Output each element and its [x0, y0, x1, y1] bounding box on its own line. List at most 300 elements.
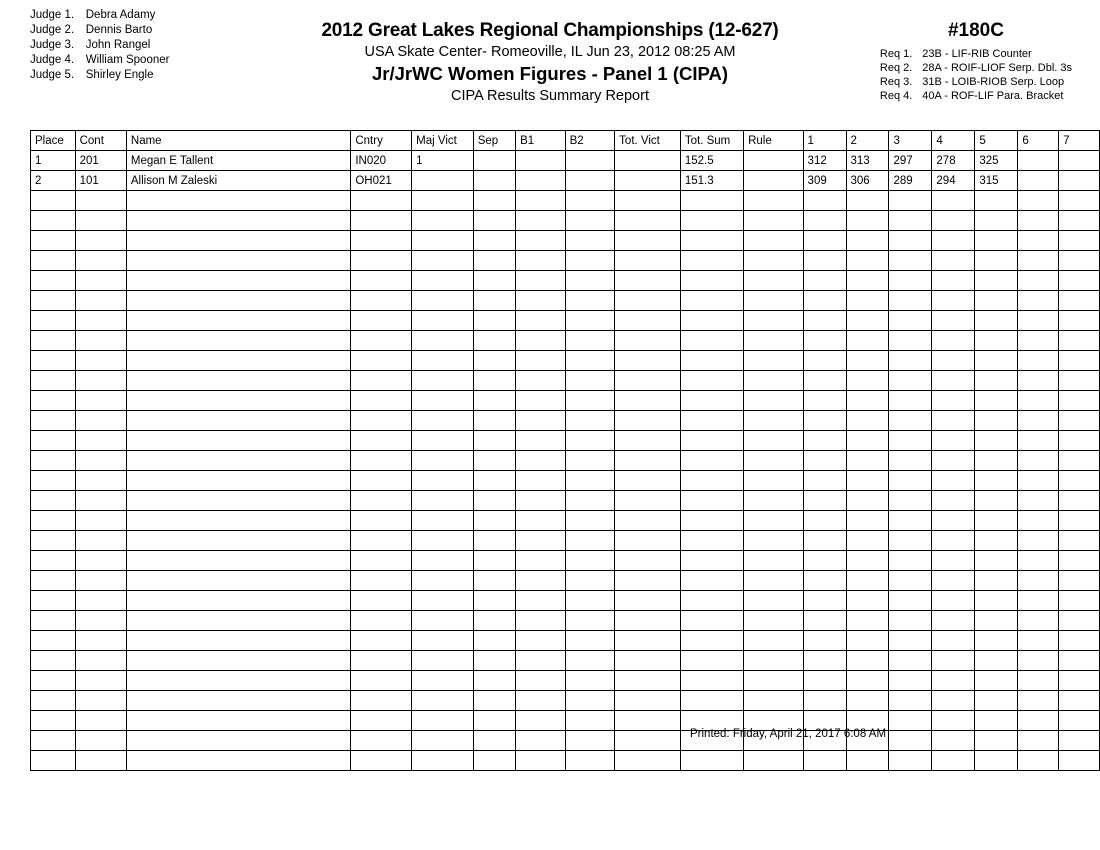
cell-empty [473, 651, 515, 671]
event-code-panel [880, 20, 1072, 103]
table-row[interactable] [31, 711, 1100, 731]
cell-cntry: IN020 [351, 151, 412, 171]
cell-empty [1018, 591, 1059, 611]
cell-judge-4: 294 [932, 171, 975, 191]
table-row[interactable] [31, 411, 1100, 431]
venue-line: USA Skate Center- Romeoville, IL Jun 23, 2012 08:25 AM [364, 44, 736, 60]
table-header [31, 131, 1100, 151]
table-row[interactable] [31, 191, 1100, 211]
cell-empty [1059, 531, 1100, 551]
cell-empty [31, 511, 76, 531]
cell-empty [680, 551, 743, 571]
requirements-list [880, 47, 1072, 103]
cell-empty [1018, 611, 1059, 631]
cell-empty [412, 431, 474, 451]
cell-empty [31, 271, 76, 291]
table-row[interactable] [31, 351, 1100, 371]
cell-empty [889, 471, 932, 491]
cell-empty [846, 431, 889, 451]
cell-empty [126, 431, 350, 451]
cell-empty [975, 551, 1018, 571]
cell-empty [615, 291, 681, 311]
cell-empty [126, 311, 350, 331]
cell-empty [975, 571, 1018, 591]
cell-empty [75, 211, 126, 231]
cell-empty [1018, 511, 1059, 531]
cell-empty [932, 191, 975, 211]
cell-empty [975, 291, 1018, 311]
table-row[interactable] [31, 751, 1100, 771]
cell-empty [516, 371, 566, 391]
table-row[interactable] [31, 431, 1100, 451]
cell-empty [412, 531, 474, 551]
cell-empty [975, 651, 1018, 671]
cell-empty [846, 391, 889, 411]
cell-empty [889, 511, 932, 531]
cell-empty [473, 611, 515, 631]
cell-empty [565, 591, 615, 611]
cell-empty [680, 211, 743, 231]
cell-empty [744, 451, 803, 471]
cell-b1 [516, 171, 566, 191]
judge-name: Dennis Barto [85, 24, 153, 36]
cell-empty [31, 251, 76, 271]
cell-empty [565, 311, 615, 331]
cell-empty [803, 651, 846, 671]
cell-empty [31, 651, 76, 671]
cell-empty [1059, 391, 1100, 411]
table-row[interactable] [31, 371, 1100, 391]
cell-empty [1018, 331, 1059, 351]
cell-empty [1059, 351, 1100, 371]
cell-empty [975, 431, 1018, 451]
cell-empty [744, 411, 803, 431]
cell-empty [565, 251, 615, 271]
cell-empty [803, 491, 846, 511]
cell-empty [565, 371, 615, 391]
cell-empty [846, 271, 889, 291]
cell-empty [744, 631, 803, 651]
cell-empty [975, 371, 1018, 391]
cell-empty [565, 211, 615, 231]
cell-place: 1 [31, 151, 76, 171]
cell-empty [744, 251, 803, 271]
cell-empty [744, 431, 803, 451]
cell-empty [412, 671, 474, 691]
table-row[interactable] [31, 391, 1100, 411]
table-row[interactable] [31, 671, 1100, 691]
column-header-sep: Sep [473, 131, 515, 151]
table-body [31, 151, 1100, 191]
cell-empty [680, 431, 743, 451]
cell-empty [516, 671, 566, 691]
cell-empty [932, 431, 975, 451]
cell-empty [75, 711, 126, 731]
cell-empty [803, 691, 846, 711]
requirement-number: 3. [903, 76, 913, 88]
requirement-label: Req [879, 48, 901, 60]
cell-empty [1018, 531, 1059, 551]
cell-empty [889, 351, 932, 371]
cell-empty [473, 571, 515, 591]
judge-label: Judge [30, 9, 62, 21]
column-header-maj-vict: Maj Vict [412, 131, 474, 151]
table-row[interactable] [31, 531, 1100, 551]
cell-empty [889, 611, 932, 631]
cell-empty [473, 731, 515, 751]
cell-empty [126, 571, 350, 591]
cell-empty [565, 191, 615, 211]
cell-empty [473, 311, 515, 331]
table-row[interactable] [31, 511, 1100, 531]
cell-empty [126, 491, 350, 511]
cell-empty [932, 331, 975, 351]
cell-empty [744, 371, 803, 391]
cell-empty [412, 251, 474, 271]
cell-judge-5: 325 [975, 151, 1018, 171]
requirement-row [880, 75, 1072, 89]
cell-empty [126, 651, 350, 671]
cell-empty [1018, 431, 1059, 451]
table-row[interactable] [31, 151, 1100, 171]
cell-empty [516, 591, 566, 611]
cell-empty [31, 671, 76, 691]
cell-empty [412, 351, 474, 371]
cell-empty [1059, 331, 1100, 351]
table-row[interactable] [31, 571, 1100, 591]
cell-empty [680, 691, 743, 711]
table-row[interactable] [31, 471, 1100, 491]
cell-empty [803, 371, 846, 391]
cell-empty [126, 351, 350, 371]
cell-empty [932, 611, 975, 631]
judge-name: Shirley Engle [85, 69, 154, 81]
cell-empty [615, 191, 681, 211]
cell-empty [516, 691, 566, 711]
cell-judge-1: 309 [803, 171, 846, 191]
judge-name: Debra Adamy [85, 9, 156, 21]
cell-empty [75, 631, 126, 651]
cell-empty [744, 311, 803, 331]
cell-empty [803, 431, 846, 451]
cell-empty [412, 651, 474, 671]
cell-empty [351, 231, 412, 251]
cell-empty [846, 531, 889, 551]
cell-empty [889, 691, 932, 711]
cell-empty [615, 551, 681, 571]
table-row[interactable] [31, 251, 1100, 271]
cell-empty [889, 211, 932, 231]
cell-empty [975, 391, 1018, 411]
cell-empty [846, 491, 889, 511]
cell-empty [351, 271, 412, 291]
cell-empty [932, 291, 975, 311]
cell-tot-vict [615, 171, 681, 191]
cell-empty [412, 691, 474, 711]
table-row[interactable] [31, 211, 1100, 231]
requirement-number: 1. [903, 48, 913, 60]
cell-empty [126, 691, 350, 711]
requirement-number: 2. [903, 62, 913, 74]
cell-empty [412, 231, 474, 251]
cell-empty [75, 371, 126, 391]
cell-empty [975, 411, 1018, 431]
cell-empty [1059, 591, 1100, 611]
table-row[interactable] [31, 651, 1100, 671]
cell-empty [846, 631, 889, 651]
cell-empty [615, 271, 681, 291]
cell-empty [351, 311, 412, 331]
cell-empty [803, 251, 846, 271]
cell-empty [1018, 371, 1059, 391]
table-row[interactable] [31, 271, 1100, 291]
cell-empty [565, 351, 615, 371]
cell-empty [932, 371, 975, 391]
cell-empty [31, 431, 76, 451]
cell-empty [126, 511, 350, 531]
cell-empty [615, 351, 681, 371]
cell-empty [846, 191, 889, 211]
cell-empty [31, 331, 76, 351]
cell-empty [31, 491, 76, 511]
cell-empty [351, 251, 412, 271]
cell-empty [932, 511, 975, 531]
cell-empty [889, 431, 932, 451]
cell-empty [516, 631, 566, 651]
cell-empty [1059, 511, 1100, 531]
column-header-tot-vict: Tot. Vict [615, 131, 681, 151]
cell-empty [889, 591, 932, 611]
requirement-text: 40A - ROF-LIF Para. Bracket [922, 90, 1064, 102]
cell-empty [615, 731, 681, 751]
cell-empty [932, 551, 975, 571]
cell-maj-vict: 1 [412, 151, 474, 171]
cell-empty [615, 471, 681, 491]
cell-empty [473, 371, 515, 391]
cell-empty [744, 591, 803, 611]
table-row[interactable] [31, 451, 1100, 471]
column-header-cntry: Cntry [351, 131, 412, 151]
cell-empty [412, 751, 474, 771]
column-header-judge-3: 3 [889, 131, 932, 151]
cell-empty [1018, 271, 1059, 291]
cell-empty [975, 451, 1018, 471]
cell-empty [126, 591, 350, 611]
table-row[interactable] [31, 291, 1100, 311]
cell-empty [1018, 571, 1059, 591]
table-row[interactable] [31, 731, 1100, 751]
cell-empty [932, 671, 975, 691]
table-empty-rows [31, 191, 1100, 771]
cell-empty [351, 411, 412, 431]
cell-empty [680, 331, 743, 351]
cell-empty [473, 531, 515, 551]
cell-empty [975, 271, 1018, 291]
cell-empty [412, 391, 474, 411]
cell-empty [516, 291, 566, 311]
judge-number: 3. [64, 39, 75, 51]
column-header-judge-2: 2 [846, 131, 889, 151]
cell-empty [1018, 191, 1059, 211]
table-row[interactable] [31, 331, 1100, 351]
cell-empty [126, 371, 350, 391]
cell-empty [565, 671, 615, 691]
cell-empty [516, 471, 566, 491]
cell-empty [473, 591, 515, 611]
cell-empty [31, 351, 76, 371]
cell-empty [31, 691, 76, 711]
cell-empty [975, 671, 1018, 691]
cell-empty [516, 751, 566, 771]
cell-empty [516, 431, 566, 451]
cell-empty [31, 291, 76, 311]
cell-empty [473, 411, 515, 431]
cell-empty [744, 651, 803, 671]
cell-empty [975, 231, 1018, 251]
table-row[interactable] [31, 611, 1100, 631]
table-row[interactable] [31, 631, 1100, 651]
column-header-place: Place [31, 131, 76, 151]
cell-rule [744, 171, 803, 191]
cell-tot-vict [615, 151, 681, 171]
cell-empty [565, 651, 615, 671]
cell-empty [1018, 551, 1059, 571]
cell-empty [126, 471, 350, 491]
cell-empty [351, 551, 412, 571]
cell-empty [516, 331, 566, 351]
cell-empty [351, 591, 412, 611]
cell-empty [889, 291, 932, 311]
cell-empty [126, 731, 350, 751]
cell-empty [565, 631, 615, 651]
cell-empty [351, 571, 412, 591]
cell-empty [975, 471, 1018, 491]
cell-empty [516, 351, 566, 371]
cell-empty [351, 511, 412, 531]
cell-empty [351, 191, 412, 211]
table-row[interactable] [31, 551, 1100, 571]
cell-empty [803, 671, 846, 691]
cell-empty [975, 331, 1018, 351]
cell-empty [126, 331, 350, 351]
cell-empty [473, 451, 515, 471]
cell-empty [846, 251, 889, 271]
cell-empty [75, 671, 126, 691]
cell-empty [75, 311, 126, 331]
table-row[interactable] [31, 311, 1100, 331]
cell-empty [412, 271, 474, 291]
cell-empty [473, 671, 515, 691]
cell-empty [75, 531, 126, 551]
cell-empty [516, 551, 566, 571]
cell-empty [473, 631, 515, 651]
cell-empty [846, 591, 889, 611]
cell-empty [565, 291, 615, 311]
cell-empty [31, 751, 76, 771]
cell-empty [1018, 391, 1059, 411]
cell-empty [744, 331, 803, 351]
cell-empty [975, 531, 1018, 551]
cell-empty [615, 571, 681, 591]
cell-empty [889, 571, 932, 591]
cell-empty [846, 671, 889, 691]
cell-empty [1018, 311, 1059, 331]
cell-empty [744, 491, 803, 511]
table-row[interactable] [31, 691, 1100, 711]
cell-empty [680, 591, 743, 611]
cell-empty [846, 611, 889, 631]
cell-empty [975, 511, 1018, 531]
cell-empty [1059, 271, 1100, 291]
cell-empty [803, 551, 846, 571]
table-row[interactable] [31, 591, 1100, 611]
cell-empty [1018, 411, 1059, 431]
cell-empty [889, 551, 932, 571]
cell-empty [932, 251, 975, 271]
cell-empty [473, 511, 515, 531]
cell-empty [1018, 351, 1059, 371]
cell-empty [744, 751, 803, 771]
cell-empty [1018, 231, 1059, 251]
cell-empty [889, 411, 932, 431]
cell-empty [351, 531, 412, 551]
cell-empty [846, 371, 889, 391]
cell-empty [75, 651, 126, 671]
cell-empty [1059, 371, 1100, 391]
cell-empty [31, 611, 76, 631]
cell-empty [516, 211, 566, 231]
table-row[interactable] [31, 491, 1100, 511]
cell-empty [412, 311, 474, 331]
cell-b2 [565, 151, 615, 171]
cell-empty [126, 411, 350, 431]
cell-empty [975, 751, 1018, 771]
cell-empty [75, 571, 126, 591]
cell-empty [412, 451, 474, 471]
cell-b1 [516, 151, 566, 171]
cell-empty [473, 291, 515, 311]
cell-empty [680, 611, 743, 631]
cell-empty [1059, 231, 1100, 251]
cell-empty [1018, 451, 1059, 471]
table-row[interactable] [31, 231, 1100, 251]
cell-empty [680, 371, 743, 391]
cell-empty [846, 411, 889, 431]
cell-empty [932, 311, 975, 331]
cell-empty [744, 691, 803, 711]
cell-maj-vict [412, 171, 474, 191]
cell-empty [75, 251, 126, 271]
cell-empty [351, 631, 412, 651]
cell-empty [75, 271, 126, 291]
cell-empty [473, 251, 515, 271]
cell-empty [615, 251, 681, 271]
cell-empty [412, 211, 474, 231]
cell-empty [75, 691, 126, 711]
judge-number: 1. [64, 9, 75, 21]
cell-empty [615, 211, 681, 231]
cell-empty [126, 671, 350, 691]
cell-empty [932, 451, 975, 471]
cell-empty [1059, 291, 1100, 311]
cell-judge-1: 312 [803, 151, 846, 171]
cell-empty [803, 451, 846, 471]
cell-empty [1059, 411, 1100, 431]
cell-empty [803, 191, 846, 211]
cell-empty [473, 711, 515, 731]
cell-empty [1059, 671, 1100, 691]
table-row[interactable] [31, 171, 1100, 191]
